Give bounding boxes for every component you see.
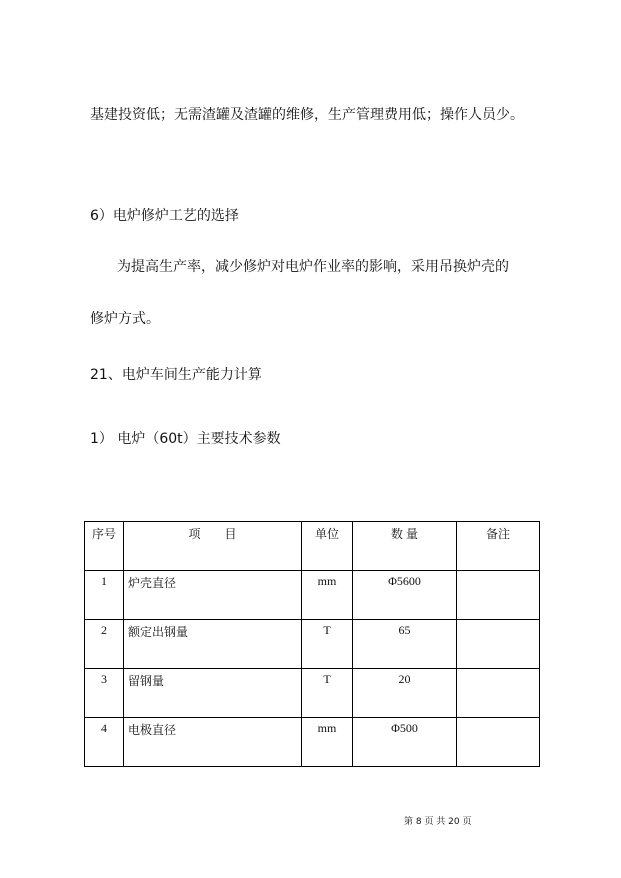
paragraph-productivity: 为提高生产率，减少修炉对电炉作业率的影响，采用吊换炉壳的 (117, 259, 509, 275)
cell-unit: mm (302, 718, 353, 767)
cell-unit: T (302, 620, 353, 669)
paragraph-investment: 基建投资低；无需渣罐及渣罐的维修，生产管理费用低；操作人员少。 (90, 107, 524, 123)
cell-no: 2 (85, 620, 124, 669)
cell-note (457, 620, 540, 669)
table-header-row (85, 522, 540, 571)
header-unit: 单位 (302, 522, 353, 571)
cell-no: 3 (85, 669, 124, 718)
paragraph-repair-method: 修炉方式。 (90, 311, 160, 327)
cell-qty: Φ500 (353, 718, 457, 767)
cell-no: 4 (85, 718, 124, 767)
header-note: 备注 (457, 522, 540, 571)
table-row (85, 669, 540, 718)
cell-item: 额定出钢量 (124, 620, 302, 669)
table-row (85, 718, 540, 767)
cell-note (457, 718, 540, 767)
header-qty: 数 量 (353, 522, 457, 571)
cell-qty: Φ5600 (353, 571, 457, 620)
heading-capacity-calc: 21、电炉车间生产能力计算 (90, 367, 262, 383)
table-row (85, 571, 540, 620)
tech-params-table (84, 521, 540, 767)
header-item: 项 目 (124, 522, 302, 571)
cell-note (457, 669, 540, 718)
cell-qty: 65 (353, 620, 457, 669)
cell-unit: T (302, 669, 353, 718)
cell-unit: mm (302, 571, 353, 620)
cell-qty: 20 (353, 669, 457, 718)
cell-item: 炉壳直径 (124, 571, 302, 620)
cell-no: 1 (85, 571, 124, 620)
cell-note (457, 571, 540, 620)
page-number: 第 8 页 共 20 页 (404, 817, 472, 827)
header-no: 序号 (85, 522, 124, 571)
cell-item: 电极直径 (124, 718, 302, 767)
cell-item: 留钢量 (124, 669, 302, 718)
table-row (85, 620, 540, 669)
heading-repair-process: 6）电炉修炉工艺的选择 (90, 208, 239, 224)
heading-tech-params: 1） 电炉（60t）主要技术参数 (90, 431, 281, 447)
